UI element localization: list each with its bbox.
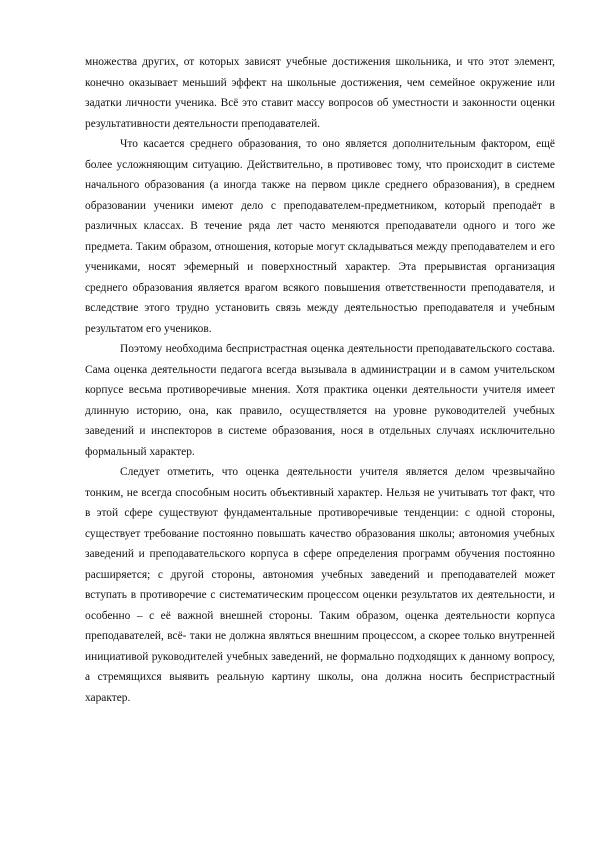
paragraph-impartial-assessment: Поэтому необходима беспристрастная оценка деятельности преподавательского состава. Сама оценка деятельности педагога всегда вызывала в администрации и в самом учительском корпусе весьма противоречивые мнения. Хотя практика оценки деятельности учителя имеет длинную историю, она, как правило, осуществляется на уровне руководителей учебных заведений и инспекторов в системе образования, нося в отдельных случаях исключительно формальный характер. (85, 343, 555, 458)
paragraph-continuation: множества других, от которых зависят учебные достижения школьника, и что этот элемент, конечно оказывает меньший эффект на школьные достижения, чем семейное окружение или задатки личности ученика. Всё это ставит массу вопросов об уместности и законности оценки результативности деятельности преподавателей. (85, 56, 555, 130)
paragraph-secondary-education: Что касается среднего образования, то оно является дополнительным фактором, ещё более усложняющим ситуацию. Действительно, в противовес тому, что происходит в системе начального образования (а иногда также на первом цикле среднего образования), в среднем образовании ученики имеют дело с преподавателем-предметником, который преподаёт в различных классах. В течение ряда лет часто меняются преподаватели одного и того же предмета. Таким образом, отношения, которые могут складываться между преподавателем и его учениками, носят эфемерный и поверхностный характер. Эта прерывистая организация среднего образования является врагом всякого повышения ответственности преподавателя, и вследствие этого трудно установить связь между деятельностью преподавателя и учебным результатом его учеников. (85, 138, 555, 335)
paragraph-assessment-tendencies: Следует отметить, что оценка деятельности учителя является делом чрезвычайно тонким, не всегда способным носить объективный характер. Нельзя не учитывать тот факт, что в этой сфере существуют фундаментальные противоречивые тенденции: с одной стороны, существует требование постоянно повышать качество образования школы; автономия учебных заведений и преподавательского корпуса в сфере определения программ обучения постоянно расширяется; с другой стороны, автономия учебных заведений и преподавателей может вступать в противоречие с систематическим процессом оценки результатов их деятельности, и особенно – с её важной внешней стороны. Таким образом, оценка деятельности корпуса преподавателей, всё- таки не должна являться внешним процессом, а скорее только внутренней инициативой руководителей учебных заведений, не формально подходящих к данному вопросу, а стремящихся выявить реальную картину школы, она должна носить беспристрастный характер. (85, 466, 555, 704)
document-page (85, 52, 555, 708)
